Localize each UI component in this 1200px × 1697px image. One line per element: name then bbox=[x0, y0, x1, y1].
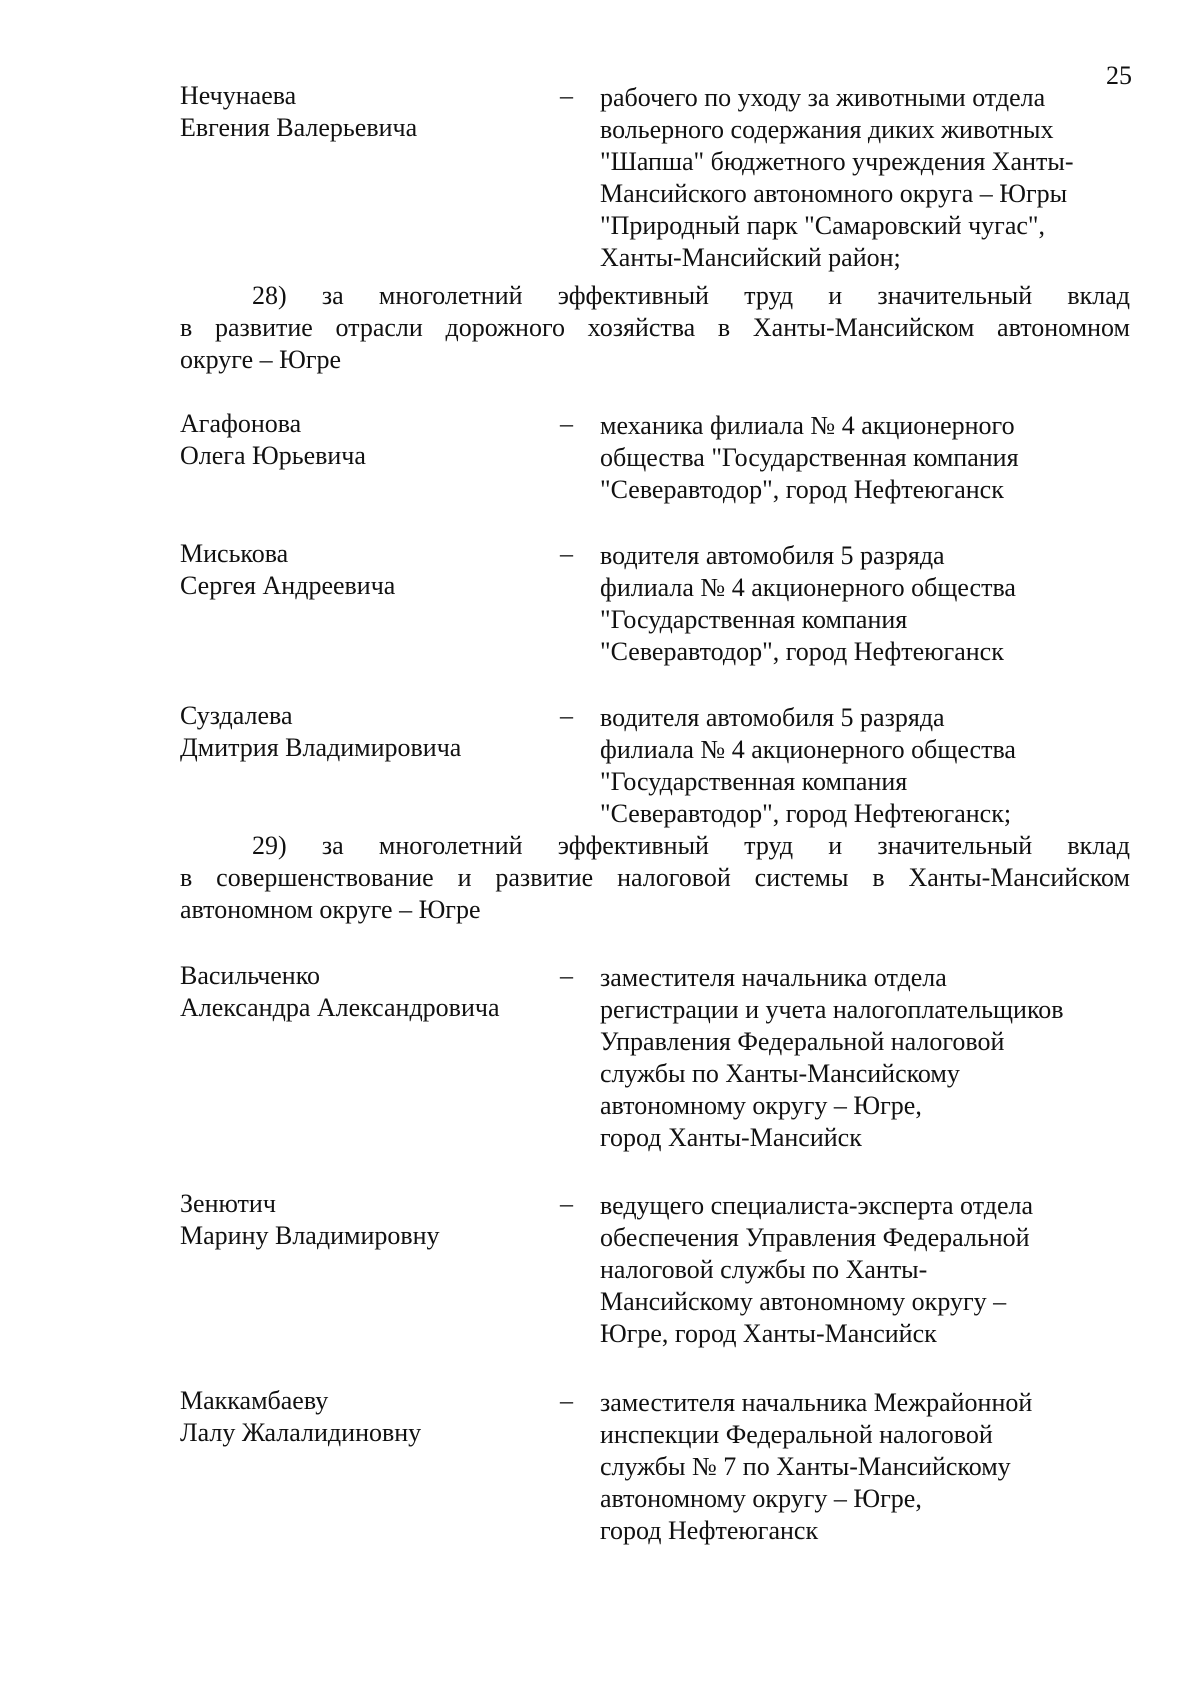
desc-line: Управления Федеральной налоговой bbox=[600, 1027, 1005, 1056]
page-number: 25 bbox=[1106, 61, 1132, 90]
dash: – bbox=[560, 539, 573, 568]
award-entry bbox=[180, 408, 1140, 508]
desc-line: автономному округу – Югре, bbox=[600, 1484, 922, 1513]
desc-line: "Государственная компания bbox=[600, 767, 908, 796]
position-description bbox=[600, 410, 1140, 506]
paragraph-line: 28) за многолетний эффективный труд и значительный вклад bbox=[252, 281, 1130, 310]
desc-line: автономному округу – Югре, bbox=[600, 1091, 922, 1120]
award-entry bbox=[180, 960, 1140, 1160]
surname: Миськова bbox=[180, 539, 289, 568]
section-29-paragraph bbox=[180, 830, 1130, 926]
surname: Зенютич bbox=[180, 1189, 276, 1218]
given-names: Марину Владимировну bbox=[180, 1221, 440, 1250]
award-entry bbox=[180, 700, 1140, 830]
given-names: Лалу Жалалидиновну bbox=[180, 1418, 422, 1447]
position-description bbox=[600, 962, 1140, 1154]
person-name bbox=[180, 408, 560, 472]
paragraph-line: в совершенствование и развитие налоговой системы в Ханты-Мансийском bbox=[180, 863, 1130, 892]
desc-line: общества "Государственная компания bbox=[600, 443, 1019, 472]
award-entry bbox=[180, 1385, 1140, 1555]
dash: – bbox=[560, 1386, 573, 1415]
desc-line: "Северавтодор", город Нефтеюганск; bbox=[600, 799, 1012, 828]
desc-line: "Шапша" бюджетного учреждения Ханты- bbox=[600, 147, 1074, 176]
dash: – bbox=[560, 1189, 573, 1218]
desc-line: заместителя начальника отдела bbox=[600, 963, 947, 992]
desc-line: город Нефтеюганск bbox=[600, 1516, 819, 1545]
desc-line: Ханты-Мансийский район; bbox=[600, 243, 901, 272]
desc-line: инспекции Федеральной налоговой bbox=[600, 1420, 993, 1449]
section-28-paragraph bbox=[180, 280, 1130, 376]
desc-line: регистрации и учета налогоплательщиков bbox=[600, 995, 1064, 1024]
desc-line: налоговой службы по Ханты- bbox=[600, 1255, 928, 1284]
desc-line: Мансийскому автономному округу – bbox=[600, 1287, 1007, 1316]
position-description bbox=[600, 82, 1140, 274]
person-name bbox=[180, 960, 560, 1024]
award-entry bbox=[180, 538, 1140, 668]
paragraph-line: в развитие отрасли дорожного хозяйства в Ханты-Мансийском автономном bbox=[180, 313, 1130, 342]
dash: – bbox=[560, 701, 573, 730]
person-name bbox=[180, 80, 560, 144]
paragraph-line: автономном округе – Югре bbox=[180, 895, 481, 924]
dash: – bbox=[560, 409, 573, 438]
desc-line: службы по Ханты-Мансийскому bbox=[600, 1059, 960, 1088]
given-names: Евгения Валерьевича bbox=[180, 113, 418, 142]
desc-line: вольерного содержания диких животных bbox=[600, 115, 1054, 144]
dash: – bbox=[560, 81, 573, 110]
desc-line: механика филиала № 4 акционерного bbox=[600, 411, 1015, 440]
given-names: Александра Александровича bbox=[180, 993, 500, 1022]
desc-line: рабочего по уходу за животными отдела bbox=[600, 83, 1046, 112]
award-entry bbox=[180, 1188, 1140, 1358]
desc-line: филиала № 4 акционерного общества bbox=[600, 735, 1016, 764]
given-names: Сергея Андреевича bbox=[180, 571, 396, 600]
position-description bbox=[600, 1190, 1140, 1350]
person-name bbox=[180, 700, 560, 764]
desc-line: службы № 7 по Ханты-Мансийскому bbox=[600, 1452, 1011, 1481]
desc-line: водителя автомобиля 5 разряда bbox=[600, 541, 945, 570]
desc-line: обеспечения Управления Федеральной bbox=[600, 1223, 1030, 1252]
surname: Суздалева bbox=[180, 701, 293, 730]
desc-line: заместителя начальника Межрайонной bbox=[600, 1388, 1033, 1417]
surname: Маккамбаеву bbox=[180, 1386, 329, 1415]
desc-line: Югре, город Ханты-Мансийск bbox=[600, 1319, 937, 1348]
desc-line: "Государственная компания bbox=[600, 605, 908, 634]
surname: Васильченко bbox=[180, 961, 321, 990]
desc-line: "Природный парк "Самаровский чугас", bbox=[600, 211, 1046, 240]
surname: Нечунаева bbox=[180, 81, 297, 110]
position-description bbox=[600, 702, 1140, 830]
desc-line: Мансийского автономного округа – Югры bbox=[600, 179, 1068, 208]
person-name bbox=[180, 1385, 560, 1449]
desc-line: ведущего специалиста-эксперта отдела bbox=[600, 1191, 1033, 1220]
desc-line: "Северавтодор", город Нефтеюганск bbox=[600, 637, 1004, 666]
paragraph-line: округе – Югре bbox=[180, 345, 342, 374]
desc-line: город Ханты-Мансийск bbox=[600, 1123, 862, 1152]
desc-line: водителя автомобиля 5 разряда bbox=[600, 703, 945, 732]
paragraph-line: 29) за многолетний эффективный труд и значительный вклад bbox=[252, 831, 1130, 860]
position-description bbox=[600, 1387, 1140, 1547]
award-entry bbox=[180, 80, 1140, 280]
surname: Агафонова bbox=[180, 409, 302, 438]
desc-line: "Северавтодор", город Нефтеюганск bbox=[600, 475, 1004, 504]
given-names: Дмитрия Владимировича bbox=[180, 733, 462, 762]
given-names: Олега Юрьевича bbox=[180, 441, 366, 470]
position-description bbox=[600, 540, 1140, 668]
person-name bbox=[180, 1188, 560, 1252]
dash: – bbox=[560, 961, 573, 990]
person-name bbox=[180, 538, 560, 602]
desc-line: филиала № 4 акционерного общества bbox=[600, 573, 1016, 602]
